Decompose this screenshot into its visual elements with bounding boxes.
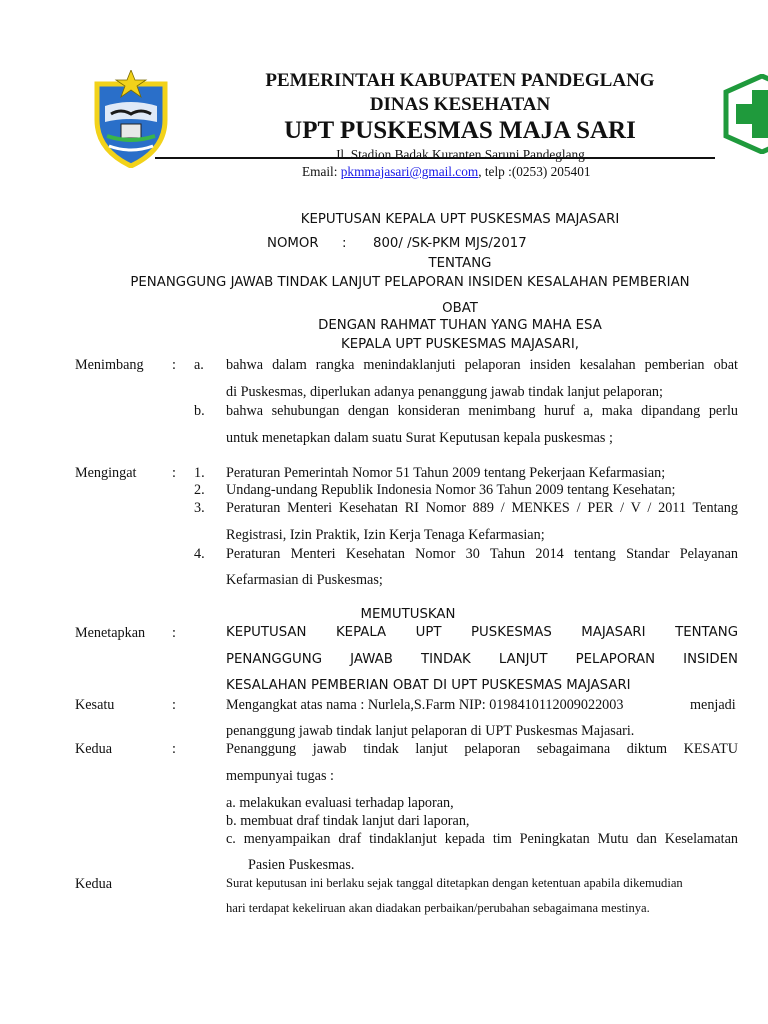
mengingat-4-line1: Peraturan Menteri Kesehatan Nomor 30 Tahun 2014 tentang Standar Pelayanan xyxy=(226,546,738,562)
kedua-line1: Penanggung jawab tindak lanjut pelaporan sebagaimana diktum KESATU xyxy=(226,741,738,757)
decree-title: KEPUTUSAN KEPALA UPT PUSKESMAS MAJASARI xyxy=(300,212,620,227)
menetapkan-line3: KESALAHAN PEMBERIAN OBAT DI UPT PUSKESMAS MAJASARI xyxy=(226,678,631,693)
menimbang-a-line2: di Puskesmas, diperlukan adanya penanggung jawab tindak lanjut pelaporan; xyxy=(226,384,663,400)
menimbang-b-line1: bahwa sehubungan dengan konsideran menimbang huruf a, maka dipandang perlu xyxy=(226,403,738,419)
mengingat-4-marker: 4. xyxy=(194,546,205,562)
menimbang-separator: : xyxy=(172,357,176,373)
menetapkan-line2: PENANGGUNG JAWAB TINDAK LANJUT PELAPORAN INSIDEN xyxy=(226,652,738,667)
subject-line-1: PENANGGUNG JAWAB TINDAK LANJUT PELAPORAN INSIDEN KESALAHAN PEMBERIAN xyxy=(130,275,690,290)
menimbang-a-line1: bahwa dalam rangka menindaklanjuti pelaporan insiden kesalahan pemberian obat xyxy=(226,357,738,373)
mengingat-3-line2: Registrasi, Izin Praktik, Izin Kerja Tenaga Kefarmasian; xyxy=(226,527,545,543)
mengingat-2-marker: 2. xyxy=(194,482,205,498)
mengingat-1-marker: 1. xyxy=(194,465,205,481)
phone-text: , telp :(0253) 205401 xyxy=(478,164,591,179)
kedua-line2: mempunyai tugas : xyxy=(226,768,334,784)
menetapkan-separator: : xyxy=(172,625,176,641)
kedua-separator: : xyxy=(172,741,176,757)
tentang-heading: TENTANG xyxy=(428,256,492,271)
menimbang-label: Menimbang xyxy=(75,357,144,373)
memutuskan-heading: MEMUTUSKAN xyxy=(360,607,456,622)
menetapkan-label: Menetapkan xyxy=(75,625,146,641)
letterhead-contact xyxy=(302,164,591,180)
mengingat-3-line1: Peraturan Menteri Kesehatan RI Nomor 889 / MENKES / PER / V / 2011 Tentang xyxy=(226,500,738,516)
kedua-task-b: b. membuat draf tindak lanjut dari laporan, xyxy=(226,813,470,829)
menimbang-b-marker: b. xyxy=(194,403,205,419)
letterhead-government: PEMERINTAH KABUPATEN PANDEGLANG xyxy=(265,70,655,91)
letterhead-department: DINAS KESEHATAN xyxy=(369,94,551,115)
kesatu-label: Kesatu xyxy=(75,697,115,713)
kesatu-line2: penanggung jawab tindak lanjut pelaporan di UPT Puskesmas Majasari. xyxy=(226,723,635,739)
mengingat-3-marker: 3. xyxy=(194,500,205,516)
kesatu-line1: Mengangkat atas nama : Nurlela,S.Farm NIP: 0198410112009022003 xyxy=(226,697,624,713)
puskesmas-cross-logo xyxy=(722,74,768,154)
letterhead-institution: UPT PUSKESMAS MAJA SARI xyxy=(284,117,636,144)
kedua2-line1: Surat keputusan ini berlaku sejak tanggal ditetapkan dengan ketentuan apabila dikemudian xyxy=(226,876,683,890)
menetapkan-line1: KEPUTUSAN KEPALA UPT PUSKESMAS MAJASARI TENTANG xyxy=(226,625,738,640)
subject-line-2: OBAT xyxy=(442,301,478,316)
kedua-task-c: c. menyampaikan draf tindaklanjut kepada tim Peningkatan Mutu dan Keselamatan xyxy=(226,831,738,847)
kedua-task-a: a. melakukan evaluasi terhadap laporan, xyxy=(226,795,454,811)
kesatu-separator: : xyxy=(172,697,176,713)
kedua2-label: Kedua xyxy=(75,876,113,892)
email-link[interactable]: pkmmajasari@gmail.com xyxy=(340,164,479,179)
kedua-label: Kedua xyxy=(75,741,113,757)
letterhead-address: Jl. Stadion Badak Kuranten Saruni Pandeglang xyxy=(335,147,585,162)
nomor-value: 800/ /SK-PKM MJS/2017 xyxy=(373,236,527,251)
kedua2-line2: hari terdapat kekeliruan akan diadakan perbaikan/perubahan sebagaimana mestinya. xyxy=(226,901,650,915)
mengingat-2-line1: Undang-undang Republik Indonesia Nomor 36 Tahun 2009 tentang Kesehatan; xyxy=(226,482,676,498)
email-label: Email: xyxy=(302,164,341,179)
rahmat-line: DENGAN RAHMAT TUHAN YANG MAHA ESA xyxy=(318,318,602,333)
regency-crest-logo xyxy=(91,70,171,168)
menimbang-b-line2: untuk menetapkan dalam suatu Surat Keputusan kepala puskesmas ; xyxy=(226,430,613,446)
kedua-task-c-cont: Pasien Puskesmas. xyxy=(248,857,355,873)
mengingat-4-line2: Kefarmasian di Puskesmas; xyxy=(226,572,383,588)
menimbang-a-marker: a. xyxy=(194,357,204,373)
nomor-label: NOMOR xyxy=(267,236,319,251)
nomor-separator: : xyxy=(342,236,347,251)
mengingat-label: Mengingat xyxy=(75,465,137,481)
kesatu-line1-end: menjadi xyxy=(690,697,736,713)
mengingat-1-line1: Peraturan Pemerintah Nomor 51 Tahun 2009 tentang Pekerjaan Kefarmasian; xyxy=(226,465,666,481)
mengingat-separator: : xyxy=(172,465,176,481)
kepala-line: KEPALA UPT PUSKESMAS MAJASARI, xyxy=(340,337,580,352)
